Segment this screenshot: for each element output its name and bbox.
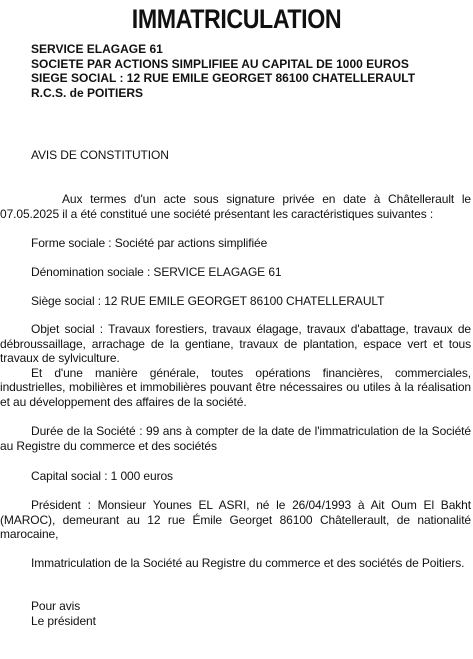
company-name: SERVICE ELAGAGE 61: [31, 42, 163, 56]
duree-block: [0, 424, 473, 453]
company-address: SIEGE SOCIAL : 12 RUE EMILE GEORGET 86100 CHATELLERAULT: [31, 71, 416, 86]
company-rcs: R.C.S. de POITIERS: [31, 85, 144, 100]
company-legal-form: SOCIETE PAR ACTIONS SIMPLIFIEE AU CAPITAL DE 1000 EUROS: [31, 56, 409, 71]
avis-heading: AVIS DE CONSTITUTION: [31, 148, 169, 162]
duree-societe: Durée de la Société : 99 ans à compter de la date de l'immatriculation de la Société au Registre du commerce et des sociétés: [0, 424, 471, 453]
objet-social-suite: Et d'une manière générale, toutes opérations financières, commerciales, industrielles, mobilières et immobilières pouvant être nécessaires ou utiles à la réalisation et au développement des affaires de la société.: [0, 365, 471, 409]
siege-social: Siège social : 12 RUE EMILE GEORGET 86100 CHATELLERAULT: [31, 294, 385, 308]
pour-avis: Pour avis: [31, 599, 81, 613]
president-block: [0, 498, 473, 542]
immatriculation-line: Immatriculation de la Société au Registre du commerce et des sociétés de Poitiers.: [31, 556, 465, 570]
company-header: [31, 42, 471, 100]
president: Président : Monsieur Younes EL ASRI, né le 26/04/1993 à Ait Oum El Bakht (MAROC), demeurant au 12 rue Émile Georget 86100 Châtellerault, de nationalité marocaine,: [0, 498, 471, 542]
le-president: Le président: [31, 614, 96, 628]
notice-title: IMMATRICULATION: [131, 4, 342, 34]
objet-social: Objet social : Travaux forestiers, travaux élagage, travaux d'abattage, travaux de débroussaillage, arrachage de la gentiane, travaux de plantation, espace vert et tous travaux de sylviculture.: [0, 322, 471, 366]
denomination-sociale: Dénomination sociale : SERVICE ELAGAGE 61: [31, 265, 282, 279]
objet-block: [0, 322, 473, 410]
intro-block: [0, 192, 473, 221]
intro-paragraph: Aux termes d'un acte sous signature privée en date à Châtellerault le 07.05.2025 il a été constitué une société présentant les caractéristiques suivantes :: [0, 192, 471, 221]
forme-sociale: Forme sociale : Société par actions simplifiée: [31, 236, 268, 250]
capital-social: Capital social : 1 000 euros: [31, 469, 173, 483]
